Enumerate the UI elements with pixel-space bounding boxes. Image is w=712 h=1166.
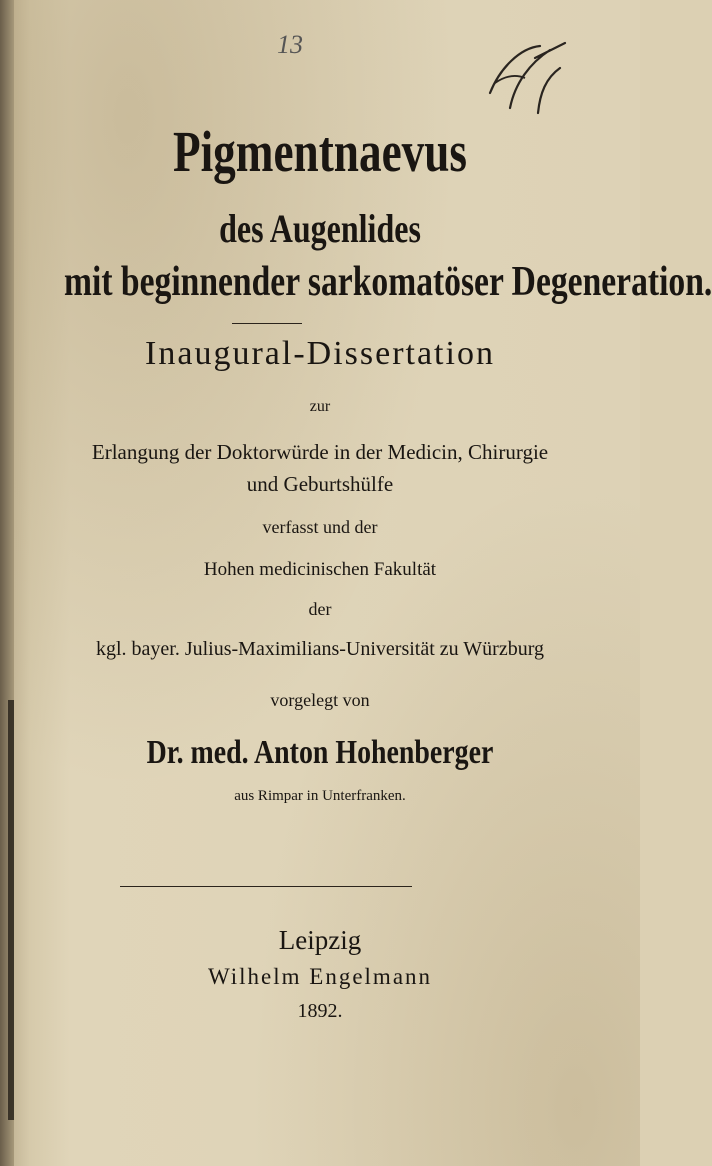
purpose-line-2: und Geburtshülfe	[246, 472, 394, 496]
dissertation-heading: Inaugural-Dissertation	[145, 335, 495, 372]
author-origin: aus Rimpar in Unterfranken.	[234, 788, 406, 804]
publication-year: 1892.	[297, 1000, 343, 1022]
publisher-name: Wilhelm Engelmann	[207, 964, 433, 989]
zur-text: zur	[309, 398, 331, 415]
publication-city: Leipzig	[278, 925, 362, 955]
faculty-text: Hohen medicinischen Fakultät	[203, 559, 437, 580]
title-divider	[232, 323, 302, 324]
subtitle-line-2: mit beginnender sarkomatöser Degeneration.	[64, 259, 712, 305]
main-title: Pigmentnaevus	[172, 119, 468, 184]
purpose-line-1: Erlangung der Doktorwürde in der Medicin, Chirurgie	[91, 440, 549, 464]
author-name: Dr. med. Anton Hohenberger	[146, 734, 494, 771]
der-text: der	[308, 599, 332, 619]
binding-shadow	[8, 700, 14, 1120]
shelf-mark: 13	[277, 30, 303, 59]
verfasst-text: verfasst und der	[262, 517, 378, 537]
publisher-divider	[120, 886, 412, 887]
subtitle-line-1: des Augenlides	[219, 206, 421, 251]
university-text: kgl. bayer. Julius-Maximilians-Universität zu Würzburg	[95, 638, 545, 660]
handwritten-mark	[480, 38, 570, 118]
vorgelegt-text: vorgelegt von	[270, 690, 370, 710]
